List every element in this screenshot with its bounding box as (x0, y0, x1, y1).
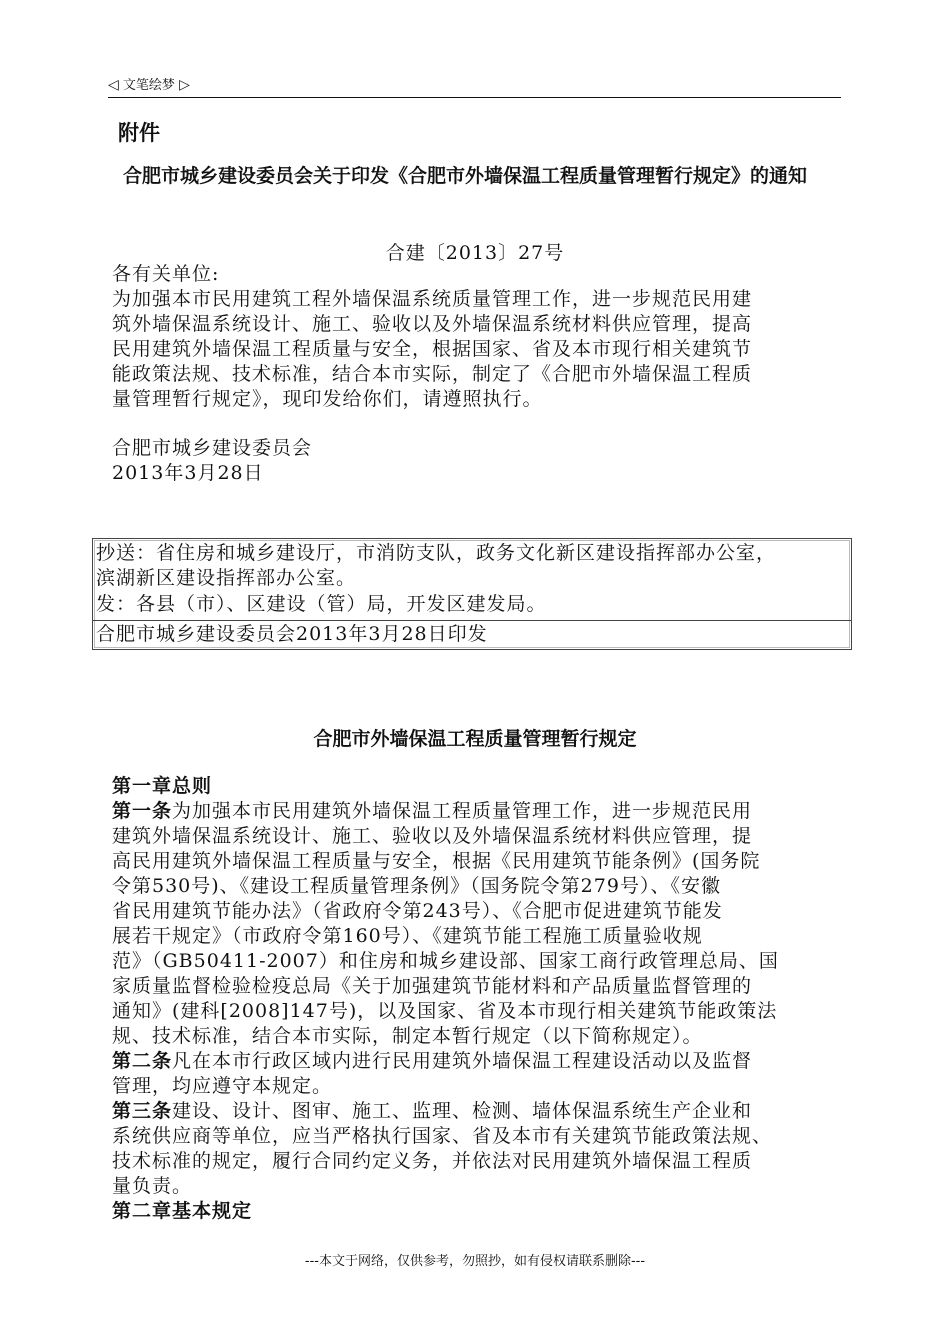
header-rule (108, 97, 841, 98)
chapter-heading: 第二章基本规定 (112, 1200, 253, 1222)
article-line: 规、技术标准，结合本市实际，制定本暂行规定（以下简称规定）。 (112, 1025, 703, 1047)
left-triangle-icon: ◁ (108, 77, 119, 93)
signature-block (112, 436, 847, 486)
article-line: 省民用建筑节能办法》（省政府令第243号）、《合肥市促进建筑节能发 (112, 900, 723, 922)
chapter-heading: 第一章总则 (112, 775, 213, 797)
footer-disclaimer: ---本文于网络，仅供参考，勿照抄，如有侵权请联系删除--- (304, 1254, 646, 1269)
header-brand: 文笔绘梦 (122, 78, 175, 93)
page-header (108, 74, 190, 93)
issuer: 合肥市城乡建设委员会 (112, 437, 313, 459)
article-line: 技术标准的规定，履行合同约定义务，并依法对民用建筑外墙保温工程质 (112, 1150, 753, 1172)
article-line: 量负责。 (112, 1175, 193, 1197)
article-line: 管理，均应遵守本规定。 (112, 1075, 333, 1097)
intro-line: 量管理暂行规定》，现印发给你们，请遵照执行。 (112, 388, 543, 410)
regulation-title: 合肥市外墙保温工程质量管理暂行规定 (313, 728, 637, 750)
regulation-body (112, 774, 847, 1224)
intro-line: 能政策法规、技术标准，结合本市实际，制定了《合肥市外墙保温工程质 (112, 363, 753, 385)
distribution-line: 发：各县（市）、区建设（管）局，开发区建发局。 (96, 593, 547, 615)
printed-line: 合肥市城乡建设委员会2013年3月28日印发 (96, 623, 488, 645)
notice-title: 合肥市城乡建设委员会关于印发《合肥市外墙保温工程质量管理暂行规定》的通知 (122, 165, 807, 187)
document-number: 合建〔2013〕27号 (385, 242, 565, 264)
article-line: 系统供应商等单位，应当严格执行国家、省及本市有关建筑节能政策法规、 (112, 1125, 773, 1147)
article-line: 建筑外墙保温系统设计、施工、验收以及外墙保温系统材料供应管理，提 (112, 825, 753, 847)
intro-line: 民用建筑外墙保温工程质量与安全，根据国家、省及本市现行相关建筑节 (112, 338, 753, 360)
article-label: 第二条 (112, 1050, 173, 1072)
article-line: 展若干规定》（市政府令第160号）、《建筑节能工程施工质量验收规 (112, 925, 703, 947)
article-line: 范》（GB50411-2007）和住房和城乡建设部、国家工商行政管理总局、国 (112, 950, 779, 972)
issue-date: 2013年3月28日 (112, 462, 264, 484)
article-line: 第一条为加强本市民用建筑外墙保温工程质量管理工作，进一步规范民用 (112, 800, 753, 822)
article-line: 通知》(建科[2008]147号)，以及国家、省及本市现行相关建筑节能政策法 (112, 1000, 778, 1022)
attachment-label: 附件 (118, 121, 160, 145)
notice-body (112, 262, 847, 412)
article-line: 第三条建设、设计、图审、施工、监理、检测、墙体保温系统生产企业和 (112, 1100, 753, 1122)
article-label: 第三条 (112, 1100, 173, 1122)
right-triangle-icon: ▷ (179, 77, 190, 93)
article-label: 第一条 (112, 800, 173, 822)
article-line: 家质量监督检验检疫总局《关于加强建筑节能材料和产品质量监督管理的 (112, 975, 753, 997)
cc-line: 滨湖新区建设指挥部办公室。 (96, 567, 357, 589)
article-line: 高民用建筑外墙保温工程质量与安全，根据《民用建筑节能条例》(国务院 (112, 850, 761, 872)
cc-separator (92, 620, 852, 621)
intro-line: 为加强本市民用建筑工程外墙保温系统质量管理工作，进一步规范民用建 (112, 288, 753, 310)
article-line: 令第530号)、《建设工程质量管理条例》（国务院令第279号）、《安徽 (112, 875, 721, 897)
salutation: 各有关单位: (112, 263, 220, 285)
intro-line: 筑外墙保温系统设计、施工、验收以及外墙保温系统材料供应管理，提高 (112, 313, 753, 335)
cc-line: 抄送：省住房和城乡建设厅，市消防支队，政务文化新区建设指挥部办公室， (96, 542, 777, 564)
article-line: 第二条凡在本市行政区域内进行民用建筑外墙保温工程建设活动以及监督 (112, 1050, 753, 1072)
